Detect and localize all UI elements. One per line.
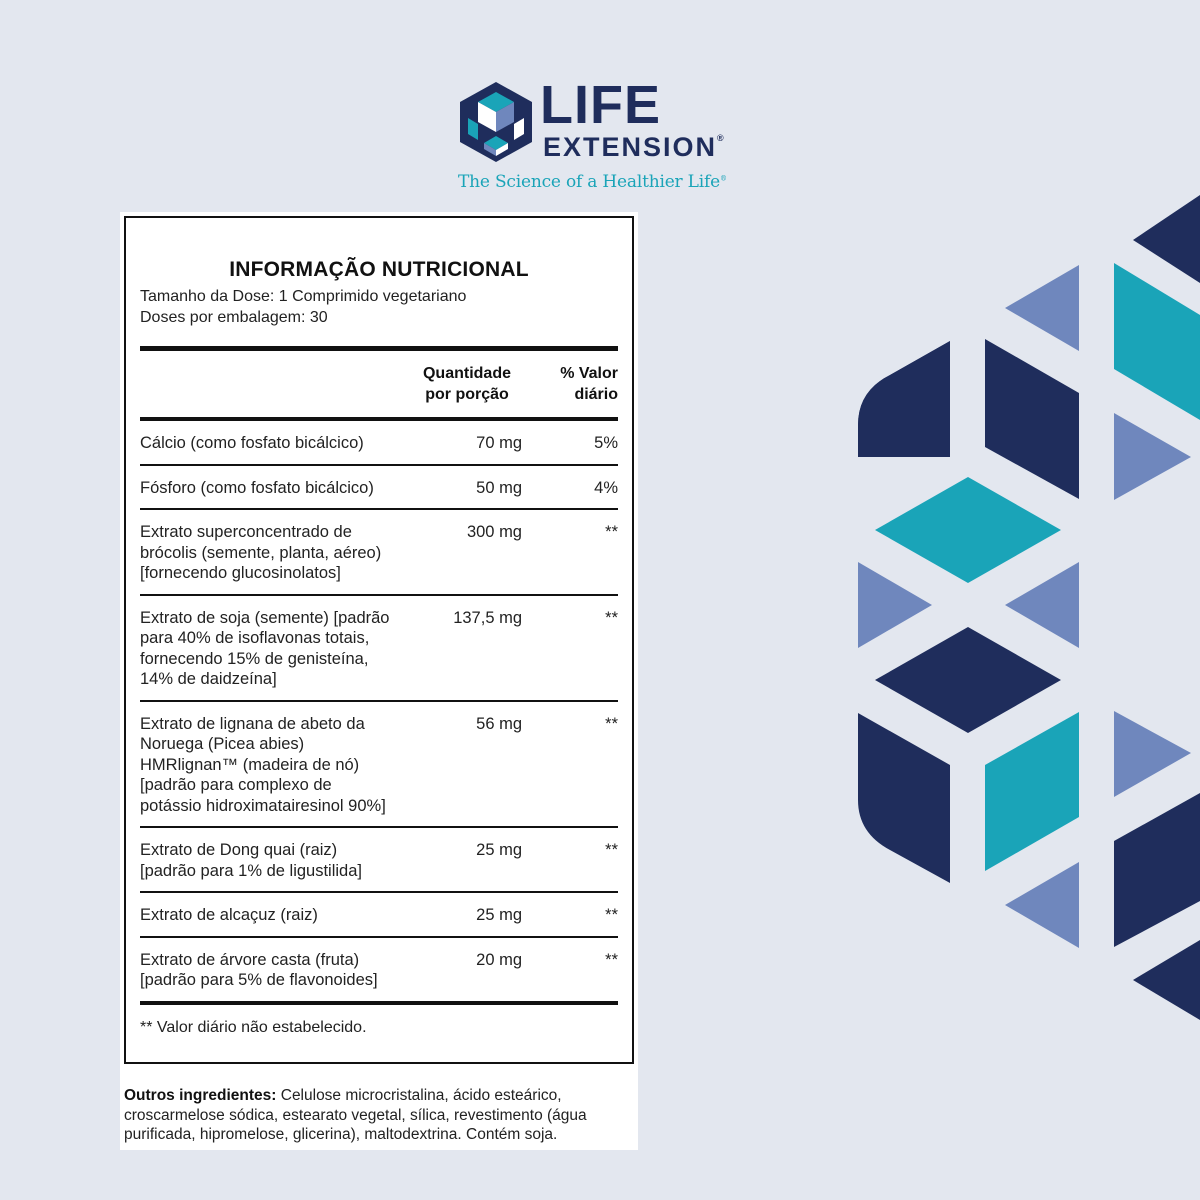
other-ingredients xyxy=(124,1086,638,1145)
registered-mark: ® xyxy=(717,133,724,143)
nutrient-daily-value: ** xyxy=(605,950,618,969)
header-quantity xyxy=(402,363,522,405)
other-ingredients-text: Celulose microcristalina, ácido esteárico, croscarmelose sódica, estearato vegetal, sílica, revestimento (água purificada, hipromelose, glicerina), maltodextrina. Contém soja. xyxy=(124,1087,587,1143)
serving-size: Tamanho da Dose: 1 Comprimido vegetariano xyxy=(140,288,467,305)
tagline-text: The Science of a Healthier Life xyxy=(458,172,720,192)
nutrient-quantity: 25 mg xyxy=(476,841,522,859)
nutrient-row xyxy=(140,938,618,1005)
nutrient-daily-value: ** xyxy=(605,714,618,733)
nutrition-facts-box xyxy=(124,216,634,1064)
nutrient-daily-value: 4% xyxy=(594,478,618,497)
decorative-hexagon-pattern xyxy=(850,195,1200,1020)
nutrient-name: Extrato de lignana de abeto da Noruega (Picea abies) HMRlignan™ (madeira de nó) [padrão para complexo de potássio hidroximatairesinol 90%] xyxy=(140,714,386,815)
nutrient-quantity: 56 mg xyxy=(476,714,522,733)
header-dv-line2: diário xyxy=(574,386,618,403)
servings-per-container: Doses por embalagem: 30 xyxy=(140,309,328,326)
brand-extension-text: EXTENSION xyxy=(543,132,718,162)
column-header-row xyxy=(140,351,618,417)
nutrient-row xyxy=(140,596,618,702)
nutrient-row xyxy=(140,702,618,829)
nutrient-name: Cálcio (como fosfato bicálcico) xyxy=(140,434,364,452)
nutrient-name: Fósforo (como fosfato bicálcico) xyxy=(140,478,374,497)
brand-name-extension xyxy=(543,134,724,161)
nutrient-daily-value: 5% xyxy=(594,434,618,452)
nutrient-quantity: 25 mg xyxy=(476,906,522,924)
brand-name-life: LIFE xyxy=(540,75,661,135)
brand-tagline xyxy=(458,172,727,192)
header-daily-value xyxy=(522,363,618,405)
nutrient-quantity: 137,5 mg xyxy=(453,608,522,627)
nutrient-row xyxy=(140,421,618,466)
serving-info xyxy=(140,286,618,328)
nutrient-name: Extrato de soja (semente) [padrão para 40% de isoflavonas totais, fornecendo 15% de genisteína, 14% de daidzeína] xyxy=(140,608,390,688)
header-dv-line1: % Valor xyxy=(560,365,618,382)
nutrient-row xyxy=(140,510,618,596)
other-ingredients-heading: Outros ingredientes: xyxy=(124,1087,277,1104)
header-quantity-line2: por porção xyxy=(425,386,509,403)
nutrient-name: Extrato de alcaçuz (raiz) xyxy=(140,906,318,924)
nutrient-quantity: 300 mg xyxy=(466,523,522,541)
nutrient-daily-value: ** xyxy=(605,906,618,924)
nutrient-quantity: 20 mg xyxy=(476,950,522,969)
brand-logo xyxy=(456,75,756,195)
nutrient-row xyxy=(140,828,618,893)
nutrient-row xyxy=(140,893,618,938)
nutrient-daily-value: ** xyxy=(605,608,618,627)
nutrient-quantity: 70 mg xyxy=(476,434,522,452)
nutrient-daily-value: ** xyxy=(605,841,618,859)
nutrient-row xyxy=(140,466,618,511)
nutrition-panel xyxy=(120,212,638,1150)
nutrient-name: Extrato superconcentrado de brócolis (semente, planta, aéreo) [fornecendo glucosinolatos] xyxy=(140,523,382,582)
hexagon-cube-logo-icon xyxy=(456,80,536,164)
daily-value-footnote: ** Valor diário não estabelecido. xyxy=(140,1018,367,1036)
nutrient-daily-value: ** xyxy=(605,523,618,541)
tagline-registered-mark: ® xyxy=(719,174,727,183)
label-title: INFORMAÇÃO NUTRICIONAL xyxy=(229,258,529,281)
nutrient-quantity: 50 mg xyxy=(476,478,522,497)
header-quantity-line1: Quantidade xyxy=(422,365,511,382)
nutrient-name: Extrato de Dong quai (raiz) [padrão para 1% de ligustilida] xyxy=(140,841,362,880)
nutrient-name: Extrato de árvore casta (fruta) [padrão para 5% de flavonoides] xyxy=(140,950,378,989)
